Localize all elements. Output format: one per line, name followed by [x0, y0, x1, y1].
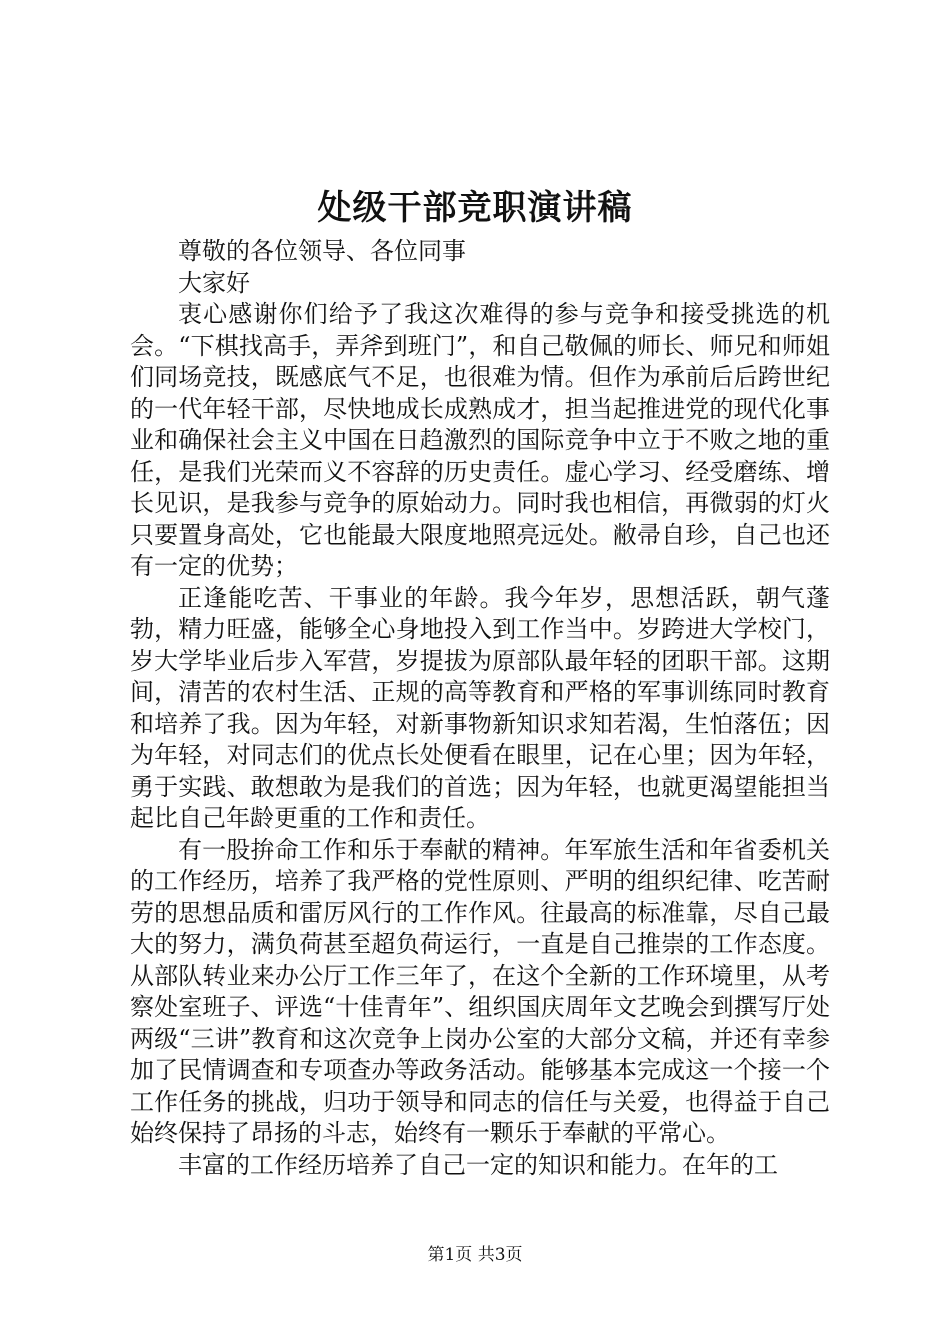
greeting-line: 大家好 — [178, 268, 250, 297]
paragraph: 有一股拚命工作和乐于奉献的精神。年军旅生活和年省委机关的工作经历，培养了我严格的党性原则、严明的组织纪律、吃苦耐劳的思想品质和雷厉风行的工作作风。往最高的标准靠，尽自己最大的努力，满负荷甚至超负荷运行，一直是自己推崇的工作态度。从部队转业来办公厅工作三年了，在这个全新的工作环境里，从考察处室班子、评选“十佳青年”、组织国庆周年文艺晚会到撰写厅处两级“三讲”教育和这次竞争上岗办公室的大部分文稿，并还有幸参加了民情调查和专项查办等政务活动。能够基本完成这一个接一个工作任务的挑战，归功于领导和同志的信任与关爱，也得益于自己始终保持了昂扬的斗志，始终有一颗乐于奉献的平常心。 — [130, 835, 830, 1147]
salutation-line: 尊敬的各位领导、各位同事 — [178, 237, 466, 265]
document-title: 处级干部竞职演讲稿 — [317, 188, 633, 228]
paragraph: 丰富的工作经历培养了自己一定的知识和能力。在年的工 — [178, 1150, 778, 1179]
page-number-footer: 第1页 共3页 — [427, 1245, 523, 1265]
paragraph: 衷心感谢你们给予了我这次难得的参与竞争和接受挑选的机会。“下棋找高手，弄斧到班门”，和自己敬佩的师长、师兄和师姐们同场竞技，既感底气不足，也很难为情。但作为承前后后跨世纪的一代年轻干部，尽快地成长成熟成才，担当起推进党的现代化事业和确保社会主义中国在日趋激烈的国际竞争中立于不败之地的重任，是我们光荣而义不容辞的历史责任。虚心学习、经受磨练、增长见识，是我参与竞争的原始动力。同时我也相信，再微弱的灯火只要置身高处，它也能最大限度地照亮远处。敝帚自珍，自己也还有一定的优势； — [130, 300, 830, 580]
document-body — [130, 236, 830, 1181]
paragraph: 正逢能吃苦、干事业的年龄。我今年岁，思想活跃，朝气蓬勃，精力旺盛，能够全心身地投入到工作当中。岁跨进大学校门，岁大学毕业后步入军营，岁提拔为原部队最年轻的团职干部。这期间，清苦的农村生活、正规的高等教育和严格的军事训练同时教育和培养了我。因为年轻，对新事物新知识求知若渴，生怕落伍；因为年轻，对同志们的优点长处便看在眼里，记在心里；因为年轻，勇于实践、敢想敢为是我们的首选；因为年轻，也就更渴望能担当起比自己年龄更重的工作和责任。 — [130, 583, 830, 832]
